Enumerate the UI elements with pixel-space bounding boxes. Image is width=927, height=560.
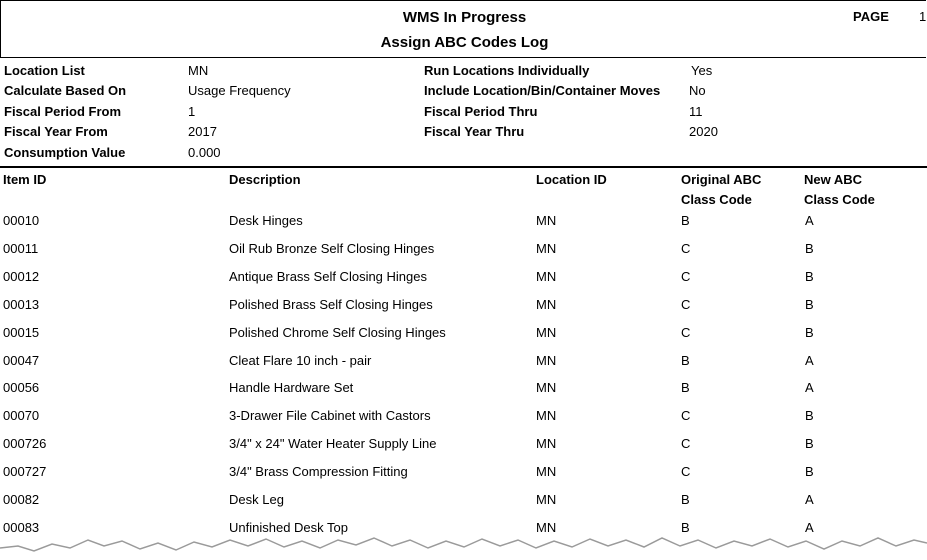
fiscal-year-from-value: 2017 (188, 124, 217, 139)
location-list-label: Location List (4, 63, 85, 78)
header-original-line2: Class Code (681, 192, 752, 207)
new-abc-cell: A (805, 492, 814, 507)
new-abc-cell: B (805, 408, 814, 424)
run-individually-value: Yes (691, 63, 713, 78)
header-item-id: Item ID (3, 172, 47, 187)
fiscal-period-thru-value: 11 (689, 104, 703, 119)
table-row (0, 213, 927, 233)
location-id-cell: MN (536, 436, 557, 452)
fiscal-year-thru-label: Fiscal Year Thru (424, 124, 525, 139)
description-cell: Oil Rub Bronze Self Closing Hinges (229, 240, 435, 256)
original-abc-cell: C (681, 296, 691, 312)
location-id-cell: MN (536, 324, 557, 340)
description-cell: Handle Hardware Set (229, 380, 354, 396)
item-id-cell: 00012 (3, 268, 40, 284)
original-abc-cell: C (681, 464, 691, 480)
new-abc-cell: B (805, 268, 814, 284)
location-id-cell: MN (536, 464, 557, 480)
original-abc-cell: B (681, 213, 690, 228)
table-row (0, 325, 927, 345)
table-row (0, 297, 927, 317)
consumption-value-value: 0.000 (188, 145, 221, 160)
description-cell: 3/4" Brass Compression Fitting (229, 464, 408, 480)
location-id-cell: MN (536, 240, 557, 256)
table-row (0, 436, 927, 456)
header-original-line1: Original ABC (681, 172, 762, 187)
description-cell: Polished Brass Self Closing Hinges (229, 296, 433, 312)
location-id-cell: MN (536, 408, 557, 424)
table-row (0, 269, 927, 289)
description-cell: Polished Chrome Self Closing Hinges (229, 324, 446, 340)
item-id-cell: 00083 (3, 519, 40, 535)
item-id-cell: 00082 (3, 492, 40, 507)
original-abc-cell: B (681, 380, 690, 396)
fiscal-period-from-value: 1 (188, 104, 196, 119)
original-abc-cell: B (681, 492, 690, 507)
header-description: Description (229, 172, 301, 187)
location-list-value: MN (188, 63, 209, 78)
original-abc-cell: B (681, 519, 690, 535)
item-id-cell: 00013 (3, 296, 40, 312)
location-id-cell: MN (536, 380, 557, 396)
description-cell: Antique Brass Self Closing Hinges (229, 268, 427, 284)
original-abc-cell: C (681, 408, 691, 424)
page-label: PAGE (853, 9, 889, 24)
table-row (0, 353, 927, 373)
location-id-cell: MN (536, 492, 557, 507)
location-id-cell: MN (536, 296, 557, 312)
original-abc-cell: C (681, 436, 691, 452)
header-location-id: Location ID (536, 172, 607, 187)
item-id-cell: 000726 (3, 436, 47, 452)
item-id-cell: 00070 (3, 408, 40, 424)
item-id-cell: 000727 (3, 464, 47, 480)
table-row (0, 492, 927, 512)
item-id-cell: 00047 (3, 352, 40, 368)
run-individually-label: Run Locations Individually (424, 63, 590, 78)
description-cell: 3/4" x 24" Water Heater Supply Line (229, 436, 437, 452)
new-abc-cell: A (805, 519, 814, 535)
new-abc-cell: B (805, 464, 814, 480)
report-parameters (0, 58, 927, 168)
original-abc-cell: C (681, 324, 691, 340)
report-subtitle: Assign ABC Codes Log (380, 34, 549, 51)
new-abc-cell: B (805, 296, 814, 312)
original-abc-cell: C (681, 240, 691, 256)
description-cell: Unfinished Desk Top (229, 519, 348, 535)
page-number: 1 (919, 9, 927, 24)
item-id-cell: 00010 (3, 213, 40, 228)
table-row (0, 520, 927, 540)
new-abc-cell: A (805, 352, 814, 368)
new-abc-cell: B (805, 436, 814, 452)
fiscal-period-thru-label: Fiscal Period Thru (424, 104, 538, 119)
calc-based-on-value: Usage Frequency (188, 83, 291, 98)
table-row (0, 241, 927, 261)
calc-based-on-label: Calculate Based On (4, 83, 127, 98)
table-row (0, 408, 927, 428)
description-cell: Desk Leg (229, 492, 284, 507)
description-cell: 3-Drawer File Cabinet with Castors (229, 408, 431, 424)
location-id-cell: MN (536, 352, 557, 368)
header-new-line1: New ABC (804, 172, 863, 187)
description-cell: Desk Hinges (229, 213, 303, 228)
table-row (0, 380, 927, 400)
item-id-cell: 00015 (3, 324, 40, 340)
fiscal-year-from-label: Fiscal Year From (4, 124, 108, 139)
report-title: WMS In Progress (402, 9, 527, 26)
location-id-cell: MN (536, 519, 557, 535)
new-abc-cell: A (805, 380, 814, 396)
new-abc-cell: B (805, 324, 814, 340)
include-moves-value: No (689, 83, 706, 98)
header-new-line2: Class Code (804, 192, 875, 207)
original-abc-cell: C (681, 268, 691, 284)
original-abc-cell: B (681, 352, 690, 368)
table-row (0, 464, 927, 484)
consumption-value-label: Consumption Value (4, 145, 126, 160)
location-id-cell: MN (536, 213, 557, 228)
location-id-cell: MN (536, 268, 557, 284)
description-cell: Cleat Flare 10 inch - pair (229, 352, 372, 368)
report-header (0, 0, 926, 58)
new-abc-cell: A (805, 213, 814, 228)
item-id-cell: 00011 (3, 240, 39, 256)
include-moves-label: Include Location/Bin/Container Moves (424, 83, 661, 98)
item-id-cell: 00056 (3, 380, 40, 396)
fiscal-year-thru-value: 2020 (689, 124, 718, 139)
new-abc-cell: B (805, 240, 814, 256)
fiscal-period-from-label: Fiscal Period From (4, 104, 122, 119)
